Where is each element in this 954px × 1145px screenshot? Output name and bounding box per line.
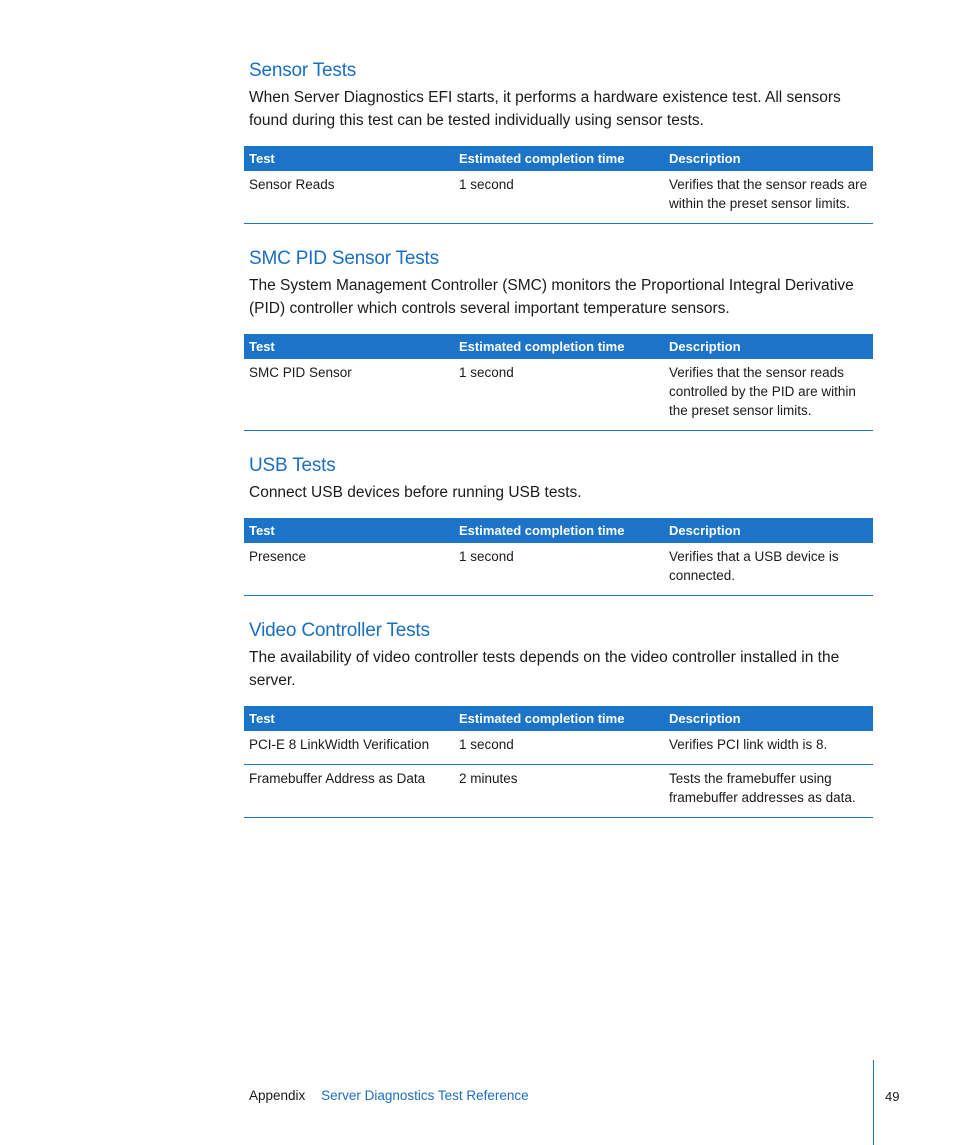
test-table xyxy=(244,146,873,224)
section-intro: Connect USB devices before running USB tests. xyxy=(249,484,582,501)
header-time: Estimated completion time xyxy=(454,706,664,731)
footer-label: Appendix xyxy=(249,1088,306,1103)
section-title: SMC PID Sensor Tests xyxy=(249,248,439,269)
section-intro: When Server Diagnostics EFI starts, it performs a hardware existence test. All sensors found during this test can be tested individually using sensor tests. xyxy=(249,89,841,129)
cell-description: Verifies that the sensor reads are within the preset sensor limits. xyxy=(664,171,873,224)
section-video-controller-tests xyxy=(244,618,873,818)
table-header-row xyxy=(244,706,873,731)
cell-time: 1 second xyxy=(454,543,664,596)
table-header-row xyxy=(244,334,873,359)
table-row xyxy=(244,359,873,431)
section-title: Video Controller Tests xyxy=(249,620,430,641)
header-time: Estimated completion time xyxy=(454,146,664,171)
section-intro: The System Management Controller (SMC) monitors the Proportional Integral Derivative (PID) controller which controls several important temperature sensors. xyxy=(249,277,854,317)
page-content xyxy=(244,58,873,840)
section-usb-tests xyxy=(244,453,873,596)
cell-description: Verifies that a USB device is connected. xyxy=(664,543,873,596)
cell-description: Verifies that the sensor reads controlled by the PID are within the preset sensor limits. xyxy=(664,359,873,431)
header-time: Estimated completion time xyxy=(454,518,664,543)
header-test: Test xyxy=(244,706,454,731)
test-table xyxy=(244,706,873,818)
section-title: Sensor Tests xyxy=(249,60,357,81)
page-footer xyxy=(249,1088,529,1103)
cell-test: Presence xyxy=(244,543,454,596)
table-header-row xyxy=(244,146,873,171)
header-description: Description xyxy=(664,334,873,359)
section-title: USB Tests xyxy=(249,455,336,476)
section-smc-pid-sensor-tests xyxy=(244,246,873,431)
cell-time: 2 minutes xyxy=(454,765,664,818)
cell-description: Verifies PCI link width is 8. xyxy=(664,731,873,765)
section-intro: The availability of video controller tests depends on the video controller installed in the server. xyxy=(249,649,840,689)
header-time: Estimated completion time xyxy=(454,334,664,359)
table-row xyxy=(244,171,873,224)
header-test: Test xyxy=(244,518,454,543)
cell-test: SMC PID Sensor xyxy=(244,359,454,431)
table-row xyxy=(244,765,873,818)
table-row xyxy=(244,731,873,765)
cell-time: 1 second xyxy=(454,731,664,765)
cell-time: 1 second xyxy=(454,359,664,431)
footer-divider xyxy=(873,1060,874,1145)
header-test: Test xyxy=(244,334,454,359)
cell-time: 1 second xyxy=(454,171,664,224)
table-row xyxy=(244,543,873,596)
cell-test: Sensor Reads xyxy=(244,171,454,224)
cell-description: Tests the framebuffer using framebuffer addresses as data. xyxy=(664,765,873,818)
section-sensor-tests xyxy=(244,58,873,224)
header-description: Description xyxy=(664,518,873,543)
header-description: Description xyxy=(664,146,873,171)
page-number: 49 xyxy=(885,1089,900,1104)
cell-test: PCI-E 8 LinkWidth Verification xyxy=(244,731,454,765)
test-table xyxy=(244,334,873,431)
cell-test: Framebuffer Address as Data xyxy=(244,765,454,818)
header-description: Description xyxy=(664,706,873,731)
table-header-row xyxy=(244,518,873,543)
footer-chapter-title: Server Diagnostics Test Reference xyxy=(321,1088,529,1103)
test-table xyxy=(244,518,873,596)
header-test: Test xyxy=(244,146,454,171)
